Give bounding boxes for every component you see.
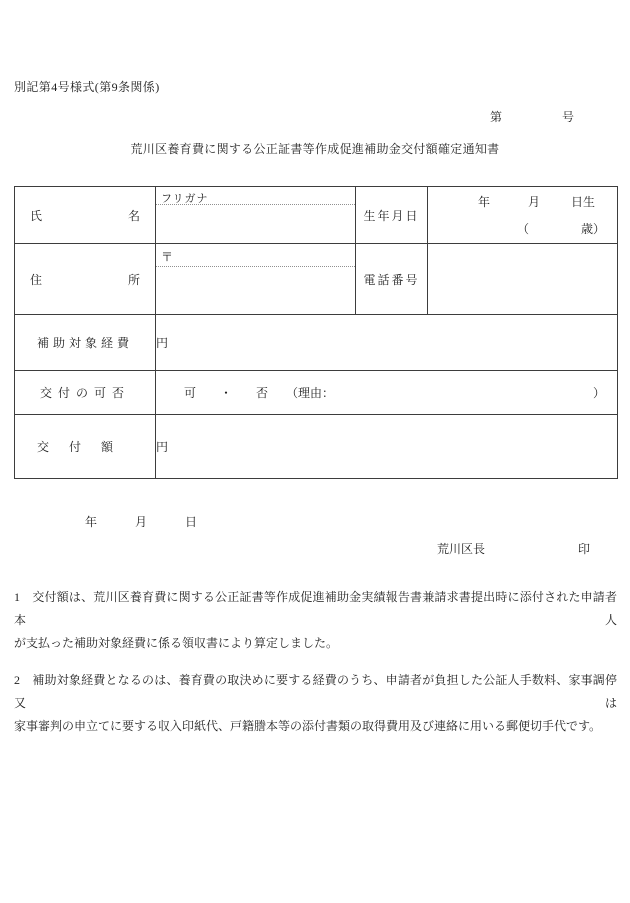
birthdate-value-cell (428, 187, 618, 244)
address-input-cell (156, 244, 356, 315)
note-line: 2 補助対象経費となるのは、養育費の取決めに要する経費のうち、申請者が負担した公証人手数料、家事調停又は (14, 673, 617, 710)
document-title: 荒川区養育費に関する公正証書等作成促進補助金交付額確定通知書 (130, 142, 500, 156)
note-line: 家事審判の申立てに要する収入印紙代、戸籍謄本等の添付書類の取得費用及び連絡に用いる郵便切手代です。 (14, 719, 602, 733)
expense-value-cell (156, 315, 618, 371)
applicant-info-table (14, 186, 618, 479)
name-label-cell (15, 187, 156, 244)
phone-value-cell (428, 244, 618, 315)
expense-unit: 円 (156, 336, 169, 350)
decision-label-cell: 交付の可否 (15, 371, 156, 415)
seal-mark: 印 (577, 542, 590, 556)
form-id-label: 別記第4号様式(第9条関係) (14, 80, 160, 94)
mayor-name: 荒川区長 (437, 542, 486, 556)
decision-options: 可 ・ 否 （理由： (184, 386, 335, 400)
phone-label-cell: 電話番号 (356, 244, 428, 315)
address-label-cell (15, 244, 156, 315)
note-line: が支払った補助対象経費に係る領収書により算定しました。 (14, 636, 339, 650)
name-input-cell (156, 187, 356, 244)
name-label: 氏 名 (30, 208, 140, 223)
birthdate-format-line: 年 月 日生 (477, 195, 595, 209)
amount-value-cell (156, 415, 618, 479)
note-paragraph-2 (14, 669, 617, 738)
date-month-label: 月 (135, 515, 148, 529)
decision-close-paren: ） (592, 386, 605, 400)
document-number-line (490, 108, 574, 125)
signature-line (437, 540, 590, 557)
postal-divider (156, 266, 355, 267)
expense-label-cell: 補助対象経費 (15, 315, 156, 371)
age-format-line: （ 歳） (516, 222, 605, 236)
date-day-label: 日 (185, 515, 198, 529)
issue-date-line (85, 513, 197, 530)
notes-section (14, 586, 617, 738)
furigana-divider (156, 204, 355, 205)
amount-unit: 円 (156, 440, 169, 454)
address-label: 住 所 (30, 272, 140, 287)
postal-mark: 〒 (161, 250, 174, 264)
doc-number-suffix: 号 (561, 110, 574, 124)
decision-value-cell (156, 371, 618, 415)
amount-label-cell: 交付額 (15, 415, 156, 479)
date-year-label: 年 (85, 515, 98, 529)
birthdate-label-cell: 生年月日 (356, 187, 428, 244)
furigana-label: フリガナ (161, 193, 209, 205)
note-line: 1 交付額は、荒川区養育費に関する公正証書等作成促進補助金実績報告書兼請求書提出時に添付された申請者本人 (14, 590, 617, 627)
doc-number-prefix: 第 (490, 110, 503, 124)
note-paragraph-1 (14, 586, 617, 655)
